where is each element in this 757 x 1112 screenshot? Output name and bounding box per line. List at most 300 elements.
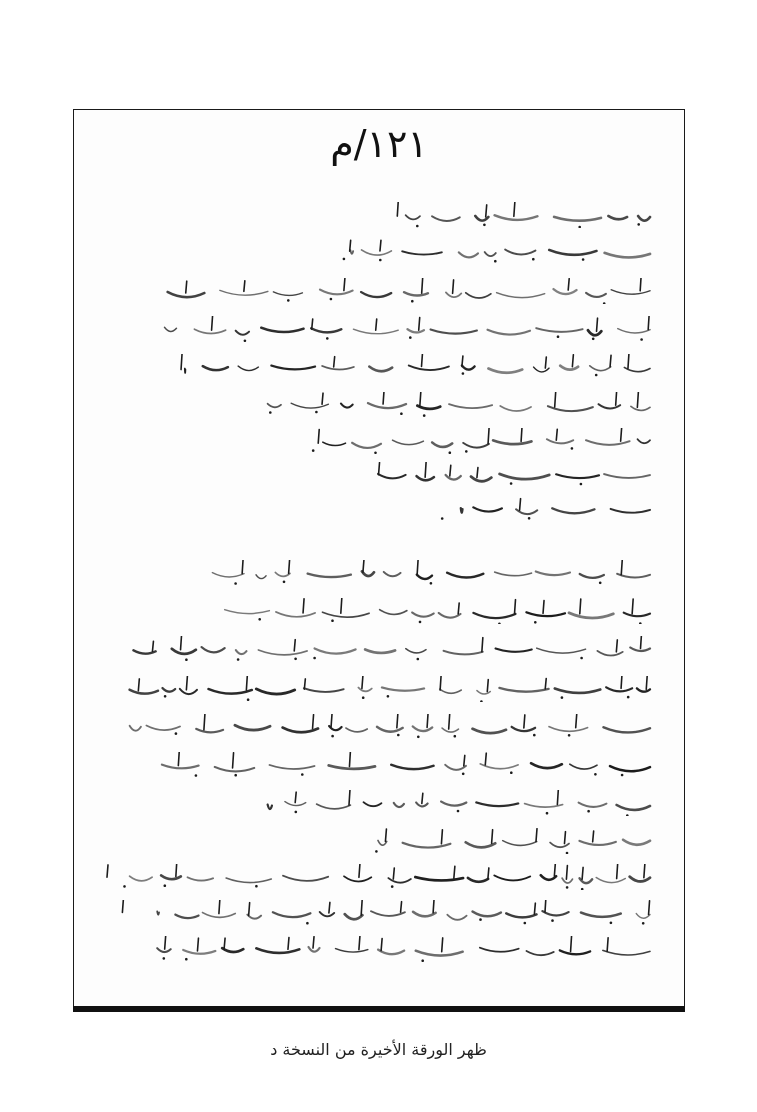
ink-ascender: [359, 864, 360, 877]
ink-dot: [417, 736, 420, 739]
ink-ascender: [417, 560, 418, 576]
ink-dot: [195, 774, 198, 777]
ink-dot: [331, 619, 334, 622]
ink-dot: [498, 623, 501, 625]
ink-dot: [441, 517, 444, 520]
ink-ascender: [572, 355, 573, 367]
ink-ascender: [107, 865, 108, 877]
ink-stroke: [415, 877, 463, 880]
manuscript-line: [104, 316, 654, 342]
ink-dot: [592, 338, 595, 341]
ink-strokes: [104, 598, 654, 624]
ink-stroke: [500, 406, 531, 411]
ink-stroke: [256, 575, 266, 579]
ink-dot: [416, 225, 419, 228]
ink-dot: [237, 658, 240, 661]
ink-ascender: [181, 354, 182, 370]
ink-ascender: [329, 902, 330, 913]
ink-dot: [397, 734, 400, 737]
ink-stroke: [352, 443, 381, 448]
ink-dot: [331, 735, 334, 738]
ink-ascender: [397, 714, 398, 728]
ink-ascender: [488, 428, 489, 443]
ink-ascender: [212, 316, 213, 330]
ink-ascender: [597, 318, 598, 331]
ink-ascender: [454, 866, 455, 878]
ink-stroke: [304, 688, 344, 692]
ink-stroke: [461, 508, 463, 513]
ink-stroke: [409, 366, 449, 371]
ink-stroke: [459, 252, 478, 257]
ink-ascender: [580, 599, 581, 614]
ink-stroke: [345, 914, 363, 919]
ink-stroke: [362, 571, 374, 576]
ink-ascender: [289, 560, 290, 573]
ink-stroke: [261, 328, 303, 332]
ink-stroke: [225, 610, 270, 614]
ink-stroke: [462, 365, 475, 369]
ink-stroke: [553, 289, 576, 294]
manuscript-line-text: [636, 864, 654, 890]
ink-stroke: [488, 369, 522, 373]
ink-strokes: [104, 936, 654, 962]
ink-dot: [391, 885, 394, 888]
ink-stroke: [406, 649, 426, 653]
ink-ascender: [514, 202, 515, 216]
manuscript-line-text: [636, 828, 654, 854]
ink-ascender: [450, 465, 451, 476]
ink-ascender: [362, 676, 363, 689]
ink-ascender: [312, 319, 313, 329]
ink-stroke: [494, 875, 530, 880]
ink-dot: [313, 657, 316, 660]
ink-stroke: [588, 330, 601, 335]
ink-stroke: [162, 688, 175, 692]
ink-ascender: [186, 676, 187, 690]
ink-stroke: [581, 913, 621, 917]
ink-ascender: [204, 714, 205, 730]
ink-stroke: [417, 406, 440, 409]
ink-strokes: [104, 560, 654, 586]
ink-ascender: [288, 938, 289, 950]
ink-stroke: [431, 330, 477, 334]
ink-ascender: [197, 938, 198, 951]
ink-dot: [343, 258, 346, 261]
manuscript-line-text: [559, 676, 654, 702]
ink-dot: [419, 621, 422, 624]
manuscript-line: [104, 714, 654, 740]
ink-ascender: [244, 281, 245, 292]
ink-ascender: [383, 392, 384, 404]
ink-ascender: [582, 867, 583, 879]
ink-stroke: [308, 574, 351, 577]
ink-ascender: [616, 640, 617, 652]
ink-ascender: [233, 753, 234, 768]
ink-dot: [483, 224, 486, 227]
ink-ascender: [331, 714, 332, 727]
ink-ascender: [607, 938, 608, 952]
ink-stroke: [597, 651, 622, 656]
ink-strokes: [104, 828, 654, 854]
ink-stroke: [344, 876, 371, 881]
ink-stroke: [471, 477, 491, 482]
ink-dot: [566, 886, 569, 889]
ink-stroke: [473, 507, 502, 511]
ink-ascender: [492, 830, 493, 844]
ink-stroke: [157, 911, 159, 914]
ink-stroke: [406, 215, 420, 219]
ink-dot: [312, 449, 315, 452]
ink-dot: [533, 734, 536, 737]
manuscript-line: [104, 636, 654, 662]
manuscript-line-text: [463, 790, 654, 816]
ink-stroke: [185, 369, 186, 373]
ink-stroke: [283, 876, 328, 881]
ink-ascender: [350, 240, 351, 251]
ink-ascender: [543, 601, 544, 614]
manuscript-line: [104, 428, 654, 454]
ink-stroke: [275, 572, 290, 576]
ink-ascender: [313, 937, 314, 948]
ink-ascender: [318, 430, 319, 444]
ink-dot: [295, 811, 298, 814]
manuscript-line: [104, 354, 654, 380]
manuscript-line-text: [636, 392, 654, 418]
ink-ascender: [458, 603, 459, 614]
ink-stroke: [368, 403, 406, 408]
manuscript-line: [104, 676, 654, 702]
ink-dot: [610, 922, 613, 925]
ink-stroke: [596, 878, 625, 883]
ink-ascender: [442, 938, 443, 952]
ink-dot: [532, 258, 535, 261]
manuscript-line-text: [636, 496, 654, 522]
ink-stroke: [165, 327, 177, 331]
ink-dot: [594, 773, 597, 776]
ink-stroke: [495, 572, 532, 576]
ink-dot: [599, 582, 602, 585]
ink-ascender: [422, 793, 423, 803]
ink-stroke: [365, 649, 395, 652]
ink-ascender: [246, 676, 247, 690]
manuscript-line: [104, 238, 654, 264]
ink-stroke: [320, 290, 353, 295]
ink-ascender: [294, 640, 295, 651]
ink-stroke: [500, 474, 550, 479]
ink-strokes: [104, 354, 654, 380]
ink-ascender: [536, 829, 537, 842]
ink-stroke: [412, 612, 434, 616]
ink-strokes: [104, 202, 654, 228]
manuscript-line: [104, 790, 654, 816]
ink-stroke: [506, 913, 536, 917]
ink-ascender: [224, 938, 225, 949]
ink-stroke: [235, 725, 270, 730]
manuscript-line: [104, 202, 654, 228]
ink-stroke: [382, 687, 424, 690]
ink-ascender: [427, 714, 428, 727]
manuscript-line-text: [602, 316, 654, 342]
ink-dot: [400, 412, 403, 415]
ink-stroke: [323, 442, 346, 445]
ink-dot: [301, 773, 304, 776]
ink-stroke: [550, 843, 569, 848]
ink-dot: [580, 483, 583, 486]
ink-stroke: [394, 803, 404, 807]
ink-ascender: [449, 714, 450, 729]
ink-dot: [387, 695, 390, 698]
ink-stroke: [598, 404, 620, 408]
ink-stroke: [188, 877, 214, 880]
ink-stroke: [496, 648, 532, 651]
ink-strokes: [104, 316, 654, 342]
manuscript-line-text: [636, 428, 654, 454]
ink-stroke: [447, 573, 483, 578]
ink-stroke: [503, 841, 537, 846]
ink-stroke: [378, 950, 404, 955]
ink-dot: [479, 918, 482, 921]
manuscript-line: [104, 752, 654, 778]
ink-ascender: [361, 900, 362, 915]
ink-ascender: [440, 676, 441, 690]
ink-stroke: [203, 366, 228, 370]
ink-ascender: [334, 357, 335, 367]
ink-ascender: [545, 900, 546, 912]
ink-stroke: [311, 328, 341, 332]
ink-ascender: [401, 902, 402, 913]
ink-stroke: [562, 878, 572, 883]
ink-stroke: [477, 691, 490, 694]
ink-ascender: [304, 679, 305, 689]
ink-stroke: [215, 767, 254, 771]
ink-stroke: [350, 250, 353, 254]
ink-stroke: [271, 366, 315, 370]
ink-ascender: [568, 279, 569, 290]
ink-stroke: [468, 878, 488, 882]
ink-stroke: [560, 950, 590, 954]
ink-ascender: [419, 318, 420, 331]
manuscript-line: [104, 392, 654, 418]
ink-dot: [294, 658, 297, 661]
ink-stroke: [172, 649, 196, 654]
ink-stroke: [536, 328, 582, 332]
ink-stroke: [276, 612, 315, 617]
ink-ascender: [122, 900, 123, 912]
ink-ascender: [462, 356, 463, 366]
ink-dot: [315, 411, 318, 414]
ink-stroke: [417, 575, 432, 579]
ink-stroke: [315, 648, 356, 653]
ink-stroke: [256, 948, 299, 953]
ink-ascender: [485, 753, 486, 765]
ink-ascender: [564, 832, 565, 844]
ink-ascender: [441, 830, 442, 844]
ink-dot: [551, 919, 554, 922]
ink-stroke: [569, 613, 613, 618]
ink-stroke: [393, 440, 424, 444]
ink-stroke: [236, 650, 247, 654]
ink-dot: [258, 618, 261, 621]
ink-ascender: [178, 752, 179, 766]
ink-stroke: [130, 690, 158, 694]
ink-strokes: [104, 752, 654, 778]
ink-dot: [244, 340, 247, 343]
ink-ascender: [464, 755, 465, 765]
ink-stroke: [531, 763, 562, 768]
ink-stroke: [364, 802, 382, 806]
ink-stroke: [493, 440, 531, 444]
ink-stroke: [537, 648, 586, 653]
ink-dot: [283, 581, 286, 584]
ink-stroke: [560, 366, 578, 370]
ink-stroke: [384, 572, 401, 576]
ink-stroke: [580, 574, 604, 578]
ink-dot: [375, 850, 378, 853]
ink-strokes: [104, 462, 654, 488]
ink-dot: [510, 482, 513, 485]
ink-dot: [578, 226, 581, 228]
ink-stroke: [534, 367, 549, 372]
ink-dot: [417, 658, 420, 661]
ink-stroke: [590, 366, 611, 371]
ink-stroke: [556, 474, 599, 478]
ink-stroke: [146, 725, 180, 730]
ink-stroke: [162, 765, 199, 769]
ink-ascender: [617, 864, 618, 879]
ink-stroke: [391, 765, 433, 769]
ink-ascender: [295, 792, 296, 802]
ink-dot: [185, 658, 188, 661]
manuscript-line-text: [636, 900, 654, 926]
ink-dot: [163, 957, 166, 960]
ink-stroke: [444, 651, 483, 655]
ink-stroke: [208, 689, 251, 694]
ink-stroke: [403, 843, 451, 848]
ink-ascender: [524, 715, 525, 728]
ink-dot: [234, 582, 237, 585]
ink-stroke: [202, 647, 225, 652]
manuscript-line-text: [584, 202, 654, 228]
ink-stroke: [130, 876, 152, 881]
manuscript-line-text: [614, 354, 654, 380]
ink-stroke: [445, 765, 466, 770]
ink-stroke: [362, 250, 392, 255]
ink-stroke: [526, 612, 565, 616]
ink-dot: [580, 657, 583, 660]
ink-dot: [465, 450, 468, 453]
ink-stroke: [268, 805, 272, 810]
ink-stroke: [586, 440, 630, 445]
ink-ascender: [363, 560, 364, 572]
ink-ascender: [152, 641, 153, 651]
ink-ascender: [555, 392, 556, 407]
ink-strokes: [104, 278, 654, 304]
ink-stroke: [549, 727, 588, 732]
ink-ascender: [186, 281, 187, 293]
ink-stroke: [446, 475, 461, 480]
ink-dot: [362, 696, 365, 699]
ink-ascender: [138, 679, 139, 691]
ink-stroke: [499, 688, 548, 692]
ink-ascender: [349, 752, 350, 766]
ink-ascender: [344, 278, 345, 290]
ink-stroke: [329, 765, 375, 768]
ink-stroke: [407, 329, 423, 332]
ink-stroke: [226, 878, 271, 883]
ink-ascender: [165, 936, 166, 949]
ink-dot: [164, 695, 167, 698]
ink-ascender: [514, 600, 515, 614]
ink-stroke: [273, 292, 302, 296]
manuscript-line-text: [636, 714, 654, 740]
figure-caption: ظهر الورقة الأخيرة من النسخة د: [270, 1040, 487, 1059]
ink-stroke: [526, 951, 553, 955]
ink-stroke: [480, 948, 519, 952]
ink-dot: [510, 771, 513, 774]
ink-dot: [568, 734, 571, 737]
ink-ascender: [381, 939, 382, 951]
manuscript-line: [104, 496, 654, 522]
ink-strokes: [104, 428, 654, 454]
ink-stroke: [256, 689, 294, 694]
ink-stroke: [570, 764, 597, 769]
ink-ascender: [176, 864, 177, 876]
ink-dot: [595, 374, 598, 377]
ink-stroke: [432, 216, 460, 221]
ink-stroke: [335, 949, 367, 952]
ink-dot: [185, 958, 188, 961]
page-bottom-rule: [73, 1006, 685, 1012]
ink-ascender: [566, 866, 567, 880]
ink-stroke: [552, 508, 594, 513]
ink-stroke: [449, 404, 492, 408]
ink-stroke: [212, 573, 244, 577]
ink-strokes: [104, 392, 654, 418]
manuscript-line: [104, 462, 654, 488]
ink-ascender: [556, 429, 557, 440]
ink-stroke: [473, 912, 501, 917]
ink-stroke: [377, 727, 403, 732]
ink-ascender: [593, 831, 594, 842]
ink-ascender: [521, 428, 522, 441]
ink-stroke: [536, 572, 570, 576]
ink-stroke: [309, 947, 320, 952]
ink-dot: [255, 885, 258, 888]
ink-strokes: [104, 864, 654, 890]
manuscript-line: [104, 560, 654, 586]
ink-dot: [306, 922, 309, 925]
ink-stroke: [346, 728, 367, 732]
ink-stroke: [180, 689, 197, 694]
ink-ascender: [616, 392, 617, 405]
ink-stroke: [369, 367, 392, 372]
ink-ascender: [219, 900, 220, 914]
ink-dot: [164, 884, 167, 887]
ink-stroke: [463, 443, 489, 448]
ink-stroke: [402, 251, 442, 254]
ink-stroke: [175, 915, 198, 918]
ink-ascender: [576, 714, 577, 727]
ink-stroke: [432, 442, 452, 447]
ink-stroke: [542, 911, 568, 915]
ink-dot: [557, 335, 560, 338]
ink-ascender: [181, 636, 182, 650]
manuscript-page: [73, 109, 685, 1009]
ink-stroke: [273, 912, 311, 917]
ink-ascender: [610, 355, 611, 366]
ink-stroke: [473, 729, 506, 733]
ink-dot: [462, 773, 465, 776]
